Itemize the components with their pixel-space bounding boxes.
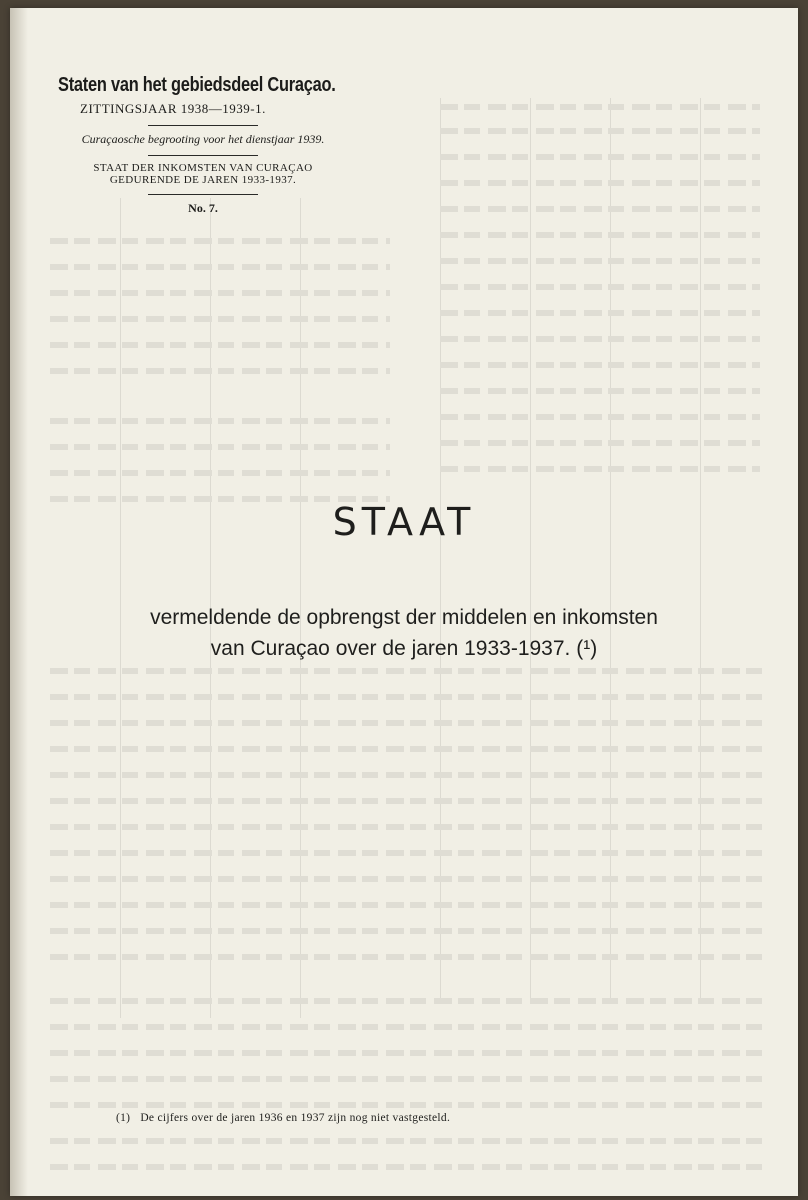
- footnote-text: De cijfers over de jaren 1936 en 1937 zijn nog niet vastgesteld.: [140, 1112, 451, 1124]
- divider: [148, 155, 258, 156]
- document-page: [10, 8, 798, 1196]
- budget-line: Curaçaosche begrooting voor het dienstjaar 1939.: [81, 132, 325, 146]
- assembly-title: Staten van het gebiedsdeel Curaçao.: [58, 74, 336, 96]
- document-number: No. 7.: [188, 201, 218, 215]
- footnote-marker: (1): [116, 1112, 131, 1124]
- statement-caption-line1: STAAT DER INKOMSTEN VAN CURAÇAO: [93, 162, 313, 174]
- session-year: ZITTINGSJAAR 1938—1939-1.: [80, 101, 266, 116]
- statement-caption-line2: GEDURENDE DE JAREN 1933-1937.: [109, 174, 297, 186]
- divider: [148, 194, 258, 195]
- page-title: STAAT: [332, 500, 476, 544]
- page-subtitle: [10, 602, 798, 664]
- subtitle-line2: van Curaçao over de jaren 1933-1937. (¹): [210, 637, 598, 660]
- divider: [148, 125, 258, 126]
- document-header: [58, 74, 348, 216]
- footnote: [116, 1112, 450, 1124]
- subtitle-line1: vermeldende de opbrengst der middelen en inkomsten: [150, 606, 658, 629]
